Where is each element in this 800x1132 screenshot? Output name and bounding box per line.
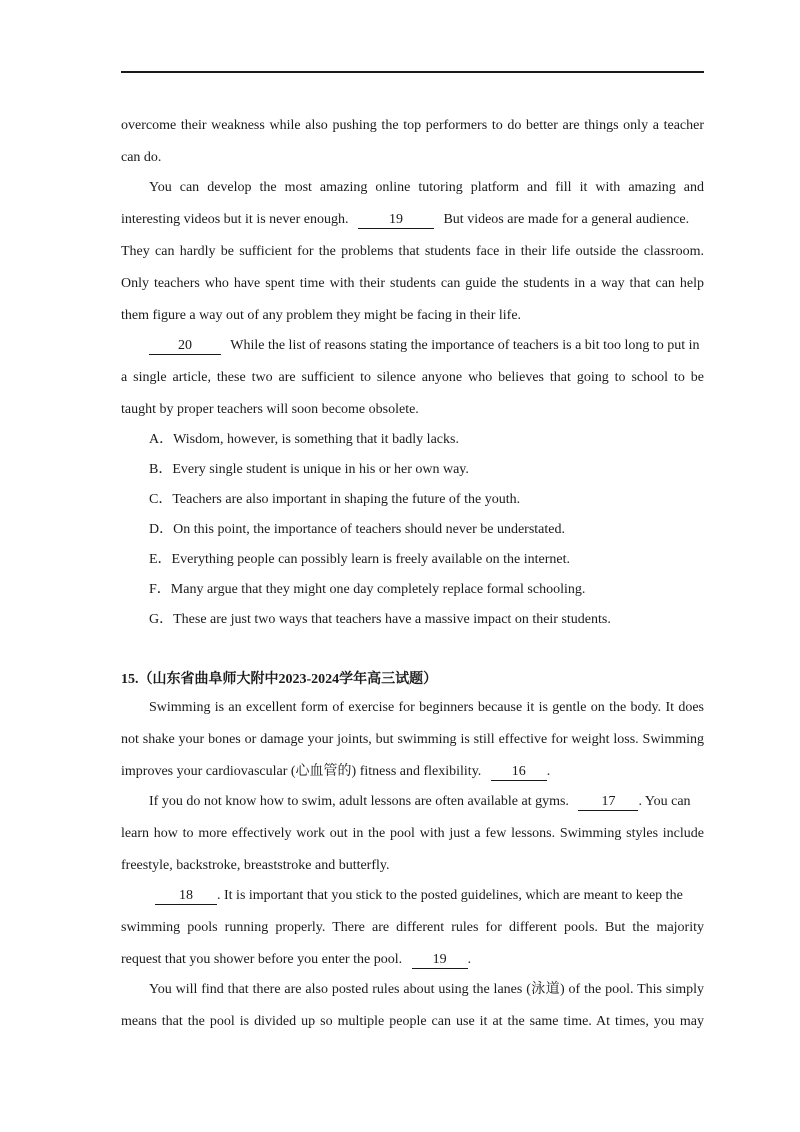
text-line: taught by proper teachers will soon become obsolete. <box>121 402 419 417</box>
header-rule <box>121 71 704 73</box>
text-line: Only teachers who have spent time with their students can guide the students in a way that can help <box>121 276 704 291</box>
text-line: can do. <box>121 150 162 165</box>
text-line: them figure a way out of any problem they might be facing in their life. <box>121 308 522 323</box>
text-fragment: improves your cardiovascular (心血管的) fitness and flexibility. <box>121 764 482 779</box>
option-b: B．Every single student is unique in his or her own way. <box>149 462 469 477</box>
question-heading: 15.（山东省曲阜师大附中2023-2024学年高三试题） <box>121 672 438 687</box>
answer-blank-18[interactable]: 18 <box>155 888 217 905</box>
text-line-with-blank <box>121 336 704 356</box>
text-line: You will find that there are also posted rules about using the lanes (泳道) of the pool. This simply <box>149 982 704 997</box>
text-line-with-blank <box>121 210 704 230</box>
text-line-with-blank <box>121 886 704 906</box>
option-c: C．Teachers are also important in shaping the future of the youth. <box>149 492 521 507</box>
text-line: Swimming is an excellent form of exercise for beginners because it is gentle on the body. It does <box>149 700 704 715</box>
option-e: E．Everything people can possibly learn is freely available on the internet. <box>149 552 571 567</box>
text-fragment: request that you shower before you enter the pool. <box>121 952 403 967</box>
answer-blank-20[interactable]: 20 <box>149 338 221 355</box>
text-fragment: . It is important that you stick to the posted guidelines, which are meant to keep the <box>217 888 683 903</box>
text-line: not shake your bones or damage your joints, but swimming is still effective for weight loss. Swimming <box>121 732 704 747</box>
option-a: A．Wisdom, however, is something that it badly lacks. <box>149 432 459 447</box>
text-fragment: But videos are made for a general audience. <box>443 212 690 227</box>
answer-blank-16[interactable]: 16 <box>491 764 547 781</box>
text-line: learn how to more effectively work out in the pool with just a few lessons. Swimming styles include <box>121 826 704 841</box>
text-line: means that the pool is divided up so multiple people can use it at the same time. At times, you may <box>121 1014 704 1029</box>
option-f: F．Many argue that they might one day completely replace formal schooling. <box>149 582 586 597</box>
text-line-with-blank <box>121 950 704 970</box>
option-g: G．These are just two ways that teachers have a massive impact on their students. <box>149 612 611 627</box>
text-fragment: interesting videos but it is never enough. <box>121 212 349 227</box>
text-fragment: . You can <box>638 794 691 809</box>
text-fragment: . <box>546 764 551 779</box>
text-fragment: While the list of reasons stating the importance of teachers is a bit too long to put in <box>230 338 700 353</box>
text-line-with-blank <box>121 762 704 782</box>
option-d: D．On this point, the importance of teachers should never be understated. <box>149 522 565 537</box>
answer-blank-19[interactable]: 19 <box>358 212 434 229</box>
text-line: freestyle, backstroke, breaststroke and butterfly. <box>121 858 390 873</box>
text-line: overcome their weakness while also pushing the top performers to do better are things only a teacher <box>121 118 704 133</box>
text-line: You can develop the most amazing online tutoring platform and fill it with amazing and <box>149 180 704 195</box>
text-fragment: If you do not know how to swim, adult lessons are often available at gyms. <box>149 794 569 809</box>
text-line: swimming pools running properly. There are different rules for different pools. But the majority <box>121 920 704 935</box>
text-line: They can hardly be sufficient for the problems that students face in their life outside the classroom. <box>121 244 704 259</box>
text-line-with-blank <box>121 792 704 812</box>
answer-blank-19[interactable]: 19 <box>412 952 468 969</box>
text-line: a single article, these two are sufficient to silence anyone who believes that going to school to be <box>121 370 704 385</box>
answer-blank-17[interactable]: 17 <box>578 794 638 811</box>
text-fragment: . <box>467 952 472 967</box>
